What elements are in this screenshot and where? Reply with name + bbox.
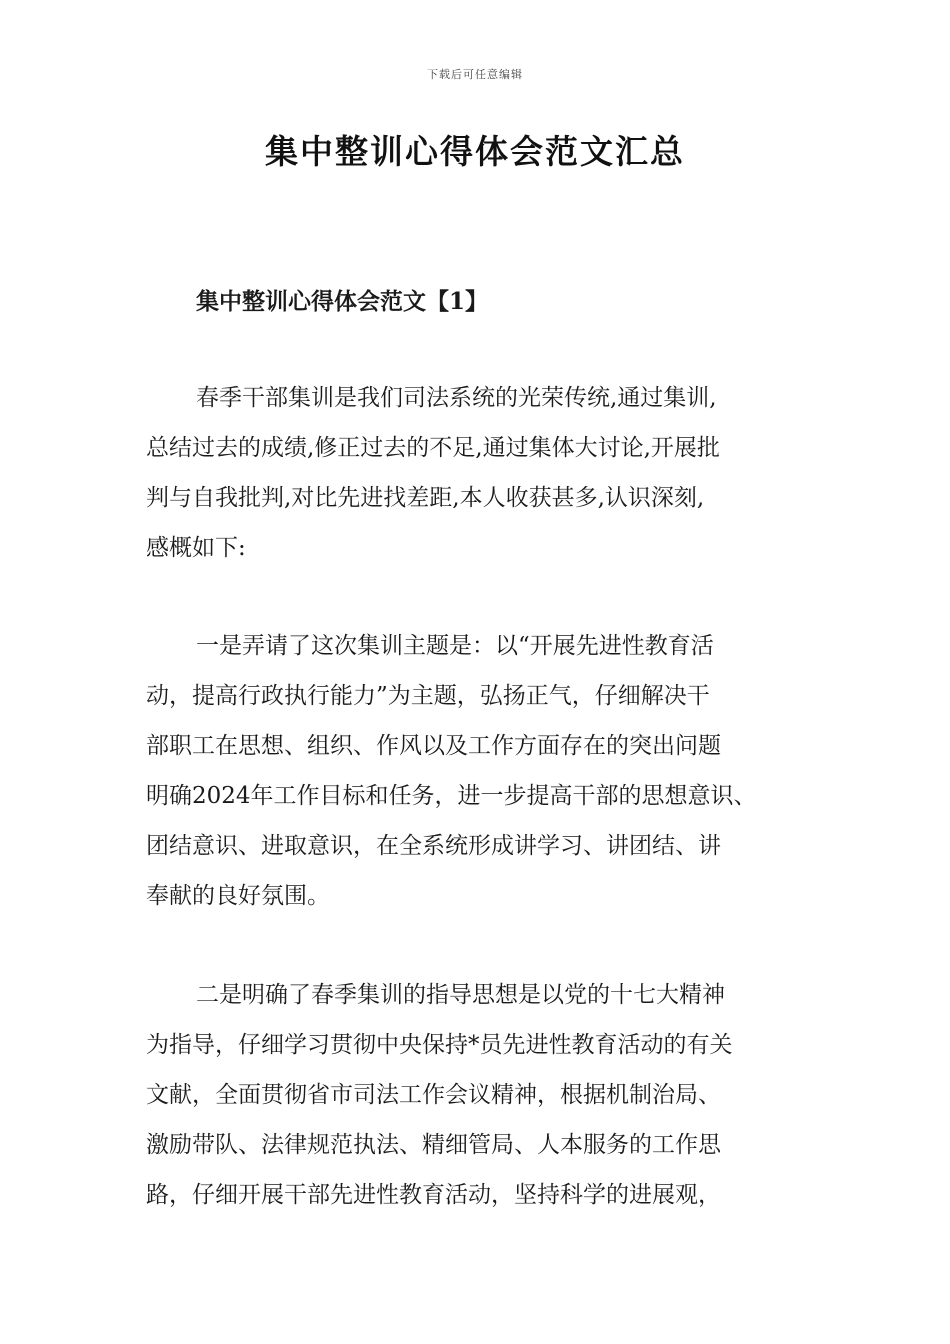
paragraph-line: 文献，全面贯彻省市司法工作会议精神，根据机制治局、 — [146, 1082, 721, 1108]
paragraph-line: 总结过去的成绩,修正过去的不足,通过集体大讨论,开展批 — [146, 435, 720, 461]
paragraph-line: 奉献的良好氛围。 — [146, 883, 330, 909]
section-heading: 集中整训心得体会范文【1】 — [196, 288, 489, 315]
paragraph-line: 感概如下: — [146, 535, 246, 561]
paragraph-line: 动，提高行政执行能力”为主题，弘扬正气，仔细解决干 — [146, 683, 710, 709]
paragraph-line: 激励带队、法律规范执法、精细管局、人本服务的工作思 — [146, 1132, 721, 1158]
header-note: 下载后可任意编辑 — [427, 68, 523, 81]
paragraph-line: 判与自我批判,对比先进找差距,本人收获甚多,认识深刻, — [146, 485, 705, 511]
paragraph-3 — [146, 970, 836, 1220]
paragraph-2 — [146, 621, 836, 921]
paragraph-line: 为指导，仔细学习贯彻中央保持*员先进性教育活动的有关 — [146, 1032, 733, 1058]
paragraph-1 — [146, 373, 836, 573]
paragraph-line: 一是弄请了这次集训主题是：以“开展先进性教育活 — [196, 633, 714, 659]
paragraph-line: 部职工在思想、组织、作风以及工作方面存在的突出问题 — [146, 733, 721, 759]
paragraph-line: 二是明确了春季集训的指导思想是以党的十七大精神 — [196, 982, 725, 1008]
paragraph-line: 路，仔细开展干部先进性教育活动，坚持科学的进展观， — [146, 1182, 721, 1208]
paragraph-line: 团结意识、进取意识，在全系统形成讲学习、讲团结、讲 — [146, 833, 721, 859]
document-title: 集中整训心得体会范文汇总 — [265, 132, 685, 171]
paragraph-line: 明确2024年工作目标和任务，进一步提高干部的思想意识、 — [146, 783, 757, 809]
paragraph-line: 春季干部集训是我们司法系统的光荣传统,通过集训, — [196, 385, 717, 411]
